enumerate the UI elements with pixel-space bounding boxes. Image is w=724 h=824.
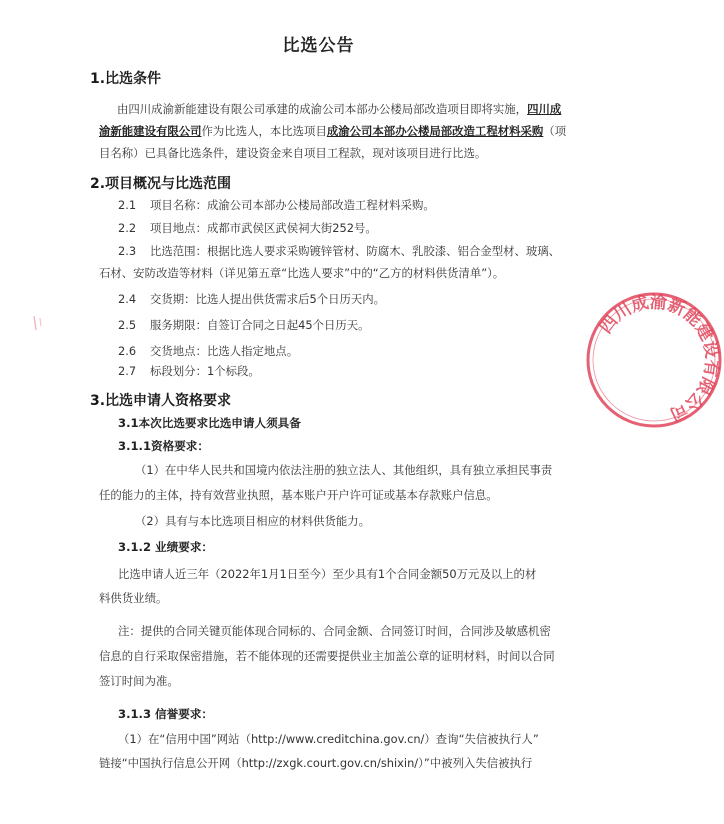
p1-bidder-name-a: 四川 — [527, 102, 550, 116]
section-1-paragraph — [99, 98, 569, 164]
list-item-continued: 石材、安防改造等材料（详见第五章“比选人要求”中的“乙方的材料供货清单”）。 — [99, 266, 505, 280]
p1-project-name-a: 成渝公司本部办公楼局部改造工程材料采 — [326, 124, 532, 138]
subsection-3-1-1: 3.1.1资格要求： — [118, 439, 209, 453]
section-1-heading: 1.比选条件 — [90, 71, 162, 87]
list-item: 2.2 项目地点：成都市武侯区武侯祠大街252号。 — [118, 221, 377, 235]
subsection-3-1: 3.1本次比选要求比选申请人须具备 — [118, 416, 301, 430]
list-item: 2.3 比选范围：根据比选人要求采购镀锌管材、防腐木、乳胶漆、铝合金型材、玻璃、 — [118, 244, 561, 258]
credit-b: 链接“中国执行信息公开网（http://zxgk.court.gov.cn/shixin/）”中被列入失信被执行 — [99, 756, 533, 770]
p1-part-g: （项目名称）已具备比选条件，建设资金来自项目工程款，现对该项目进行比选。 — [99, 124, 567, 160]
subsection-3-1-3: 3.1.3 信誉要求： — [118, 707, 214, 721]
p1-project-name-b: 购 — [531, 124, 544, 138]
list-item: 2.1 项目名称：成渝公司本部办公楼局部改造工程材料采购。 — [118, 198, 435, 212]
performance-b: 料供货业绩。 — [99, 591, 168, 605]
section-2-heading: 2.项目概况与比选范围 — [90, 176, 232, 192]
list-item: 2.4 交货期：比选人提出供货需求后5个日历天内。 — [118, 292, 386, 306]
p1-part-d: 作为比选人，本比选项目 — [201, 124, 327, 138]
company-seal-icon — [584, 290, 724, 430]
section-3-heading: 3.比选申请人资格要求 — [90, 393, 232, 409]
note-a: 注：提供的合同关键页能体现合同标的、合同金额、合同签订时间，合同涉及敏感机密 — [118, 624, 551, 638]
svg-text:四川成渝新能建设有限公司: 四川成渝新能建设有限公司 — [596, 292, 722, 425]
subsection-3-1-2: 3.1.2 业绩要求： — [118, 540, 214, 554]
qualification-2: （2）具有与本比选项目相应的材料供货能力。 — [135, 514, 371, 528]
qualification-1b: 任的能力的主体，持有效营业执照，基本账户开户许可证或基本存款账户信息。 — [99, 488, 498, 502]
note-c: 签订时间为准。 — [99, 674, 179, 688]
note-b: 信息的自行采取保密措施，若不能体现的还需要提供业主加盖公章的证明材料，时间以合同 — [99, 649, 555, 663]
qualification-1a: （1）在中华人民共和国境内依法注册的独立法人、其他组织，具有独立承担民事责 — [135, 463, 553, 477]
credit-a: （1）在“信用中国”网站（http://www.creditchina.gov.cn/）查询“失信被执行人” — [118, 732, 539, 746]
p1-part-a: 由四川成渝新能建设有限公司承建的成渝公司本部办公楼局部改造项目即将实施， — [117, 102, 528, 116]
list-item: 2.6 交货地点：比选人指定地点。 — [118, 344, 299, 358]
list-item: 2.7 标段划分：1个标段。 — [118, 364, 260, 378]
stray-mark-icon — [30, 312, 46, 334]
page-title: 比选公告 — [282, 36, 355, 56]
list-item: 2.5 服务期限：自签订合同之日起45个日历天。 — [118, 318, 370, 332]
performance-a: 比选申请人近三年（2022年1月1日至今）至少具有1个合同金额50万元及以上的材 — [118, 567, 537, 581]
p1-bidder-name-b: 成渝新能建设有限公司 — [99, 102, 562, 138]
